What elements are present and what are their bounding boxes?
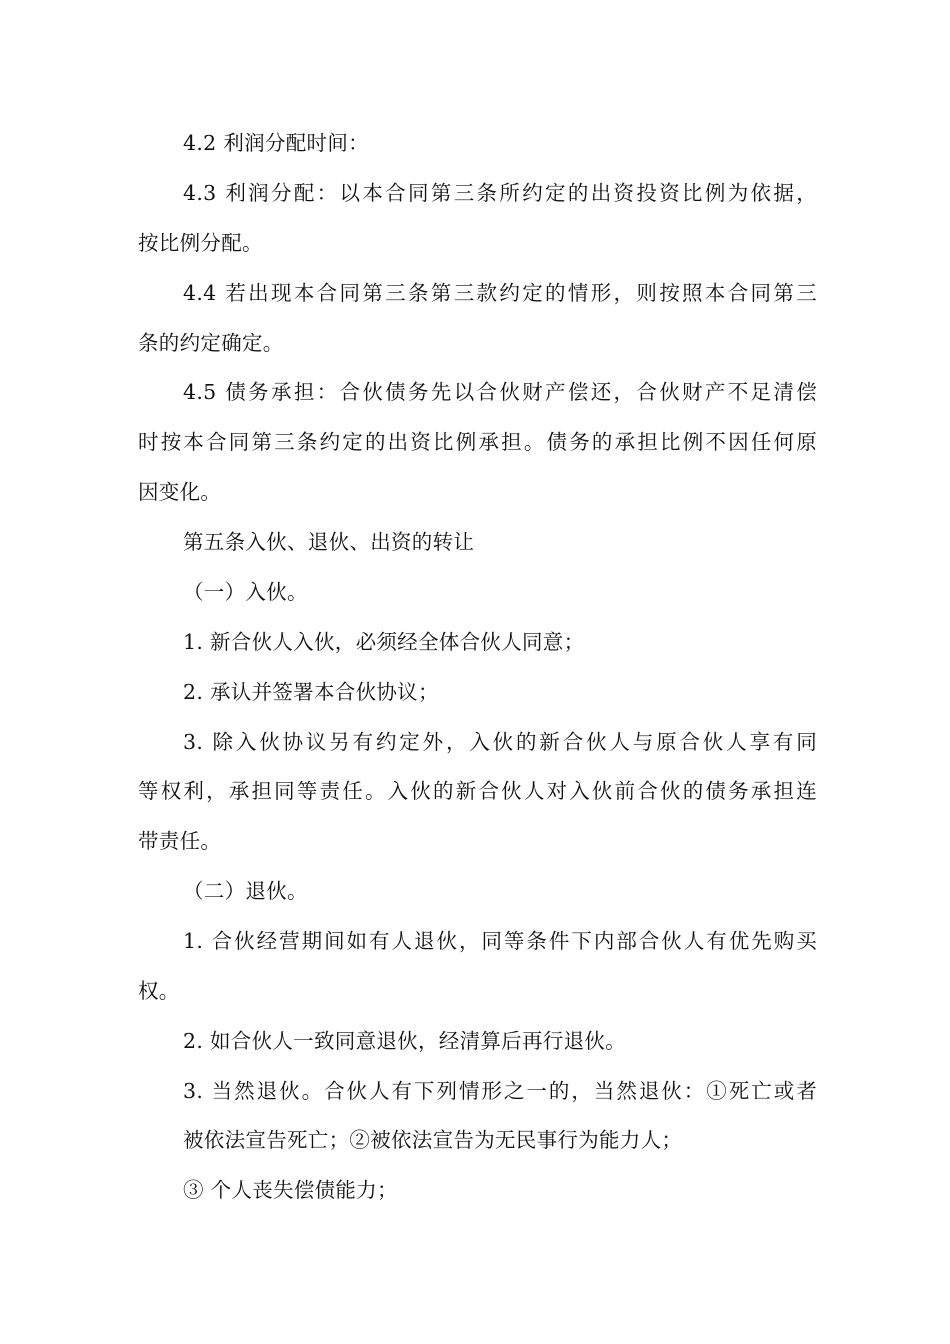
join-item-2: 2. 承认并签署本合伙协议； — [183, 680, 439, 704]
paragraph-4-3-line-1: 4.3 利润分配：以本合同第三条所约定的出资投资比例为依据， — [183, 181, 817, 205]
article-5-title: 第五条入伙、退伙、出资的转让 — [183, 530, 475, 554]
section-join-title: （一）入伙。 — [183, 580, 308, 604]
withdraw-item-3-line-1: 3. 当然退伙。合伙人有下列情形之一的，当然退伙：①死亡或者 — [183, 1079, 817, 1103]
section-withdraw-title: （二）退伙。 — [183, 879, 308, 903]
join-item-3-line-1: 3. 除入伙协议另有约定外，入伙的新合伙人与原合伙人享有同 — [183, 730, 817, 754]
paragraph-4-5-line-3: 因变化。 — [138, 480, 222, 504]
withdraw-item-3-line-2: 被依法宣告死亡；②被依法宣告为无民事行为能力人； — [183, 1128, 683, 1152]
join-item-3-line-3: 带责任。 — [138, 829, 222, 853]
withdraw-item-1-line-2: 权。 — [138, 979, 180, 1003]
withdraw-item-1-line-1: 1. 合伙经营期间如有人退伙，同等条件下内部合伙人有优先购买 — [183, 929, 817, 953]
paragraph-4-5-line-1: 4.5 债务承担：合伙债务先以合伙财产偿还，合伙财产不足清偿 — [183, 380, 817, 404]
join-item-3-line-2: 等权利，承担同等责任。入伙的新合伙人对入伙前合伙的债务承担连 — [138, 779, 817, 803]
paragraph-4-4-line-2: 条的约定确定。 — [138, 331, 284, 355]
paragraph-4-3-line-2: 按比例分配。 — [138, 231, 263, 255]
paragraph-4-2: 4.2 利润分配时间： — [183, 131, 369, 155]
join-item-1: 1. 新合伙人入伙，必须经全体合伙人同意； — [183, 630, 585, 654]
withdraw-item-3-line-3: ③ 个人丧失偿债能力； — [183, 1178, 398, 1202]
paragraph-4-5-line-2: 时按本合同第三条约定的出资比例承担。债务的承担比例不因任何原 — [138, 430, 817, 454]
withdraw-item-2: 2. 如合伙人一致同意退伙，经清算后再行退伙。 — [183, 1029, 626, 1053]
paragraph-4-4-line-1: 4.4 若出现本合同第三条第三款约定的情形，则按照本合同第三 — [183, 281, 817, 305]
